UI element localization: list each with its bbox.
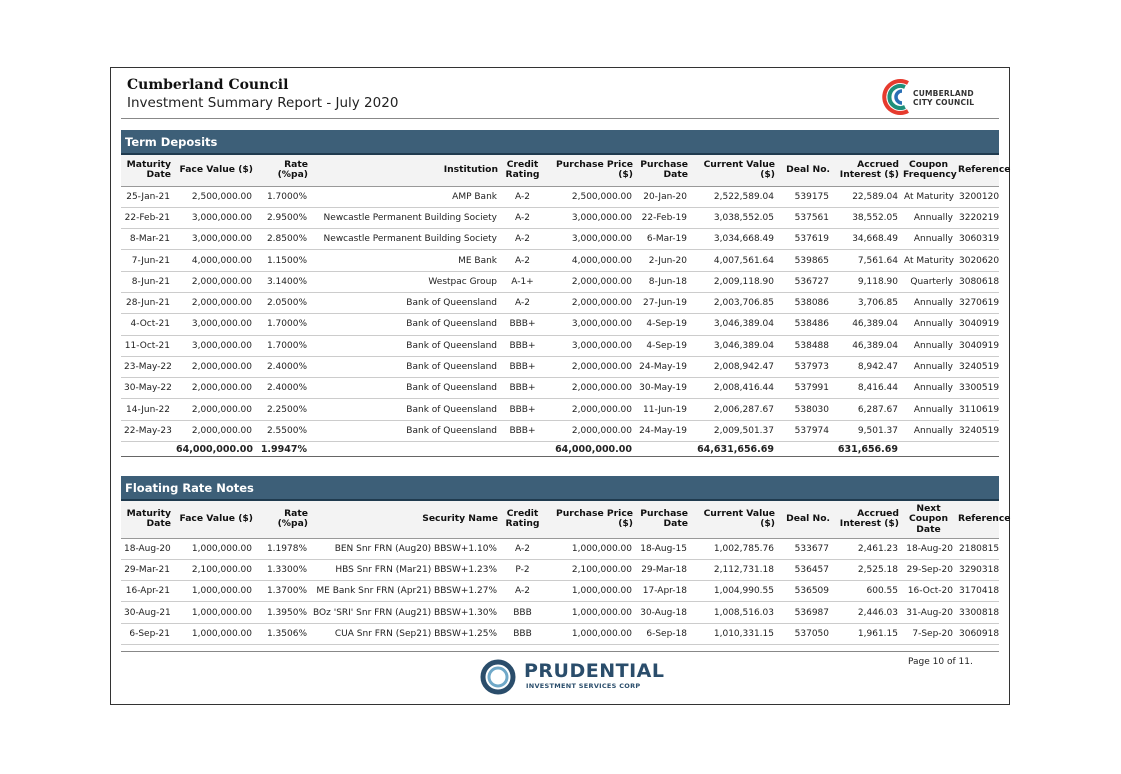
- table-cell: 3200120: [956, 186, 999, 207]
- table-cell: 6-Sep-21: [121, 623, 173, 644]
- table-cell: Annually: [901, 292, 956, 313]
- table-cell: BBB: [500, 602, 545, 623]
- table-row: [121, 250, 999, 271]
- table-cell: 30-May-22: [121, 378, 173, 399]
- column-header: Maturity Date: [121, 501, 173, 538]
- total-cell: 64,000,000.00: [545, 442, 635, 457]
- column-header: Face Value ($): [173, 501, 255, 538]
- table-row: [121, 314, 999, 335]
- total-cell: 64,000,000.00: [173, 442, 255, 457]
- table-cell: 2,009,118.90: [690, 271, 777, 292]
- table-cell: 8-Mar-21: [121, 229, 173, 250]
- table-cell: 8-Jun-18: [635, 271, 690, 292]
- table-cell: 2.2500%: [255, 399, 310, 420]
- table-cell: 4-Sep-19: [635, 314, 690, 335]
- column-header: Security Name: [310, 501, 500, 538]
- table-cell: Westpac Group: [310, 271, 500, 292]
- table-cell: A-2: [500, 229, 545, 250]
- table-cell: 2.4000%: [255, 378, 310, 399]
- table-cell: 2,500,000.00: [173, 186, 255, 207]
- table-cell: 3020620: [956, 250, 999, 271]
- table-cell: 22-Feb-21: [121, 207, 173, 228]
- table-cell: Newcastle Permanent Building Society: [310, 229, 500, 250]
- table-cell: 3270619: [956, 292, 999, 313]
- column-header: Institution: [310, 155, 500, 186]
- table-cell: A-1+: [500, 271, 545, 292]
- table-cell: 3040919: [956, 314, 999, 335]
- table-cell: 538488: [777, 335, 832, 356]
- table-cell: 2,000,000.00: [173, 399, 255, 420]
- table-cell: 4,000,000.00: [545, 250, 635, 271]
- table-row: [121, 623, 999, 644]
- total-cell: [777, 442, 832, 457]
- total-cell: [310, 442, 500, 457]
- report-title: Investment Summary Report - July 2020: [127, 95, 399, 111]
- table-cell: 14-Jun-22: [121, 399, 173, 420]
- table-cell: 3110619: [956, 399, 999, 420]
- column-header: Deal No.: [777, 501, 832, 538]
- table-cell: Bank of Queensland: [310, 292, 500, 313]
- table-cell: 1,961.15: [832, 623, 901, 644]
- table-cell: 1.1500%: [255, 250, 310, 271]
- table-cell: 3,000,000.00: [173, 207, 255, 228]
- table-cell: 3,000,000.00: [545, 314, 635, 335]
- table-cell: 16-Oct-20: [901, 581, 956, 602]
- table-row: [121, 602, 999, 623]
- table-cell: 1,000,000.00: [173, 538, 255, 559]
- table-cell: 11-Jun-19: [635, 399, 690, 420]
- table-cell: Annually: [901, 229, 956, 250]
- table-cell: 8-Jun-21: [121, 271, 173, 292]
- table-cell: 2,525.18: [832, 559, 901, 580]
- frn-section: [121, 476, 1011, 645]
- table-cell: A-2: [500, 538, 545, 559]
- table-cell: 3,000,000.00: [173, 314, 255, 335]
- table-cell: 3,000,000.00: [545, 335, 635, 356]
- table-cell: 536509: [777, 581, 832, 602]
- table-cell: 2,100,000.00: [173, 559, 255, 580]
- brand-subtitle: INVESTMENT SERVICES CORP: [526, 682, 641, 690]
- column-header: Rate (%pa): [255, 155, 310, 186]
- table-cell: 2,000,000.00: [173, 292, 255, 313]
- table-cell: 2,006,287.67: [690, 399, 777, 420]
- table-cell: 3,000,000.00: [545, 229, 635, 250]
- table-cell: 536987: [777, 602, 832, 623]
- table-cell: 27-Jun-19: [635, 292, 690, 313]
- column-header: Face Value ($): [173, 155, 255, 186]
- table-cell: 22-May-23: [121, 420, 173, 441]
- table-cell: 2,000,000.00: [545, 271, 635, 292]
- table-cell: 538486: [777, 314, 832, 335]
- table-cell: 2,000,000.00: [173, 356, 255, 377]
- table-cell: 538086: [777, 292, 832, 313]
- table-cell: Annually: [901, 420, 956, 441]
- table-cell: 2,500,000.00: [545, 186, 635, 207]
- table-cell: At Maturity: [901, 250, 956, 271]
- table-cell: 3060319: [956, 229, 999, 250]
- table-cell: BBB+: [500, 314, 545, 335]
- table-cell: 3,046,389.04: [690, 314, 777, 335]
- prudential-ring-icon: [478, 659, 518, 695]
- table-cell: 1,010,331.15: [690, 623, 777, 644]
- logo-line-1: CUMBERLAND: [913, 89, 974, 98]
- header-divider: [121, 118, 999, 119]
- table-cell: 1,004,990.55: [690, 581, 777, 602]
- table-cell: BEN Snr FRN (Aug20) BBSW+1.10%: [310, 538, 500, 559]
- column-header: Purchase Price ($): [545, 155, 635, 186]
- table-cell: 1.3300%: [255, 559, 310, 580]
- table-row: [121, 581, 999, 602]
- table-cell: 2,461.23: [832, 538, 901, 559]
- table-cell: 2,000,000.00: [173, 420, 255, 441]
- table-cell: 34,668.49: [832, 229, 901, 250]
- table-cell: HBS Snr FRN (Mar21) BBSW+1.23%: [310, 559, 500, 580]
- table-cell: A-2: [500, 292, 545, 313]
- table-cell: 30-May-19: [635, 378, 690, 399]
- table-cell: 8,942.47: [832, 356, 901, 377]
- table-cell: 539865: [777, 250, 832, 271]
- column-header: Current Value ($): [690, 155, 777, 186]
- table-cell: 2,000,000.00: [545, 378, 635, 399]
- table-cell: 600.55: [832, 581, 901, 602]
- totals-row: [121, 442, 999, 457]
- column-header: Maturity Date: [121, 155, 173, 186]
- table-cell: 7-Sep-20: [901, 623, 956, 644]
- table-header: [121, 501, 999, 538]
- table-cell: BBB+: [500, 378, 545, 399]
- table-cell: 2,000,000.00: [545, 420, 635, 441]
- logo-line-2: CITY COUNCIL: [913, 97, 975, 107]
- table-row: [121, 292, 999, 313]
- table-cell: Annually: [901, 356, 956, 377]
- table-cell: 3,000,000.00: [173, 335, 255, 356]
- table-cell: Annually: [901, 314, 956, 335]
- cumberland-logo: [880, 75, 1000, 119]
- table-cell: 2,000,000.00: [173, 271, 255, 292]
- table-header: [121, 155, 999, 186]
- total-cell: 64,631,656.69: [690, 442, 777, 457]
- table-cell: 2180815: [956, 538, 999, 559]
- table-cell: 1,000,000.00: [173, 602, 255, 623]
- table-cell: 537991: [777, 378, 832, 399]
- table-cell: 3.1400%: [255, 271, 310, 292]
- table-cell: Annually: [901, 378, 956, 399]
- term-deposits-section: [121, 130, 1011, 457]
- table-cell: 3290318: [956, 559, 999, 580]
- table-cell: 2,000,000.00: [545, 399, 635, 420]
- table-cell: BBB: [500, 623, 545, 644]
- table-cell: 3170418: [956, 581, 999, 602]
- report-page: [110, 67, 1010, 705]
- table-row: [121, 229, 999, 250]
- table-cell: 537973: [777, 356, 832, 377]
- total-cell: [956, 442, 999, 457]
- total-cell: [901, 442, 956, 457]
- column-header: Reference: [956, 155, 999, 186]
- table-cell: 6-Mar-19: [635, 229, 690, 250]
- table-row: [121, 207, 999, 228]
- table-cell: 9,118.90: [832, 271, 901, 292]
- table-cell: 2,008,942.47: [690, 356, 777, 377]
- table-cell: 29-Sep-20: [901, 559, 956, 580]
- table-row: [121, 335, 999, 356]
- table-cell: 3220219: [956, 207, 999, 228]
- table-cell: Bank of Queensland: [310, 314, 500, 335]
- table-cell: 2,522,589.04: [690, 186, 777, 207]
- table-cell: 17-Apr-18: [635, 581, 690, 602]
- table-cell: 18-Aug-20: [121, 538, 173, 559]
- table-cell: 4-Sep-19: [635, 335, 690, 356]
- table-cell: 20-Jan-20: [635, 186, 690, 207]
- table-cell: 7-Jun-21: [121, 250, 173, 271]
- table-cell: A-2: [500, 581, 545, 602]
- table-cell: 533677: [777, 538, 832, 559]
- table-row: [121, 271, 999, 292]
- table-row: [121, 399, 999, 420]
- table-cell: 1,008,516.03: [690, 602, 777, 623]
- table-cell: ME Bank: [310, 250, 500, 271]
- table-cell: A-2: [500, 207, 545, 228]
- column-header: Reference: [956, 501, 999, 538]
- prudential-logo: [478, 659, 665, 695]
- table-cell: Bank of Queensland: [310, 378, 500, 399]
- table-cell: 1,000,000.00: [545, 623, 635, 644]
- table-cell: Annually: [901, 399, 956, 420]
- table-cell: BOz 'SRI' Snr FRN (Aug21) BBSW+1.30%: [310, 602, 500, 623]
- table-cell: 1,000,000.00: [173, 623, 255, 644]
- table-cell: A-2: [500, 186, 545, 207]
- table-cell: 3,000,000.00: [545, 207, 635, 228]
- table-cell: Annually: [901, 335, 956, 356]
- table-cell: 1.3506%: [255, 623, 310, 644]
- table-cell: 2,000,000.00: [173, 378, 255, 399]
- table-cell: 28-Jun-21: [121, 292, 173, 313]
- table-cell: Bank of Queensland: [310, 335, 500, 356]
- table-cell: 2.4000%: [255, 356, 310, 377]
- table-cell: AMP Bank: [310, 186, 500, 207]
- column-header: Next Coupon Date: [901, 501, 956, 538]
- section-title: Term Deposits: [121, 130, 999, 155]
- table-cell: Bank of Queensland: [310, 420, 500, 441]
- table-cell: 2,100,000.00: [545, 559, 635, 580]
- table-cell: 2.5500%: [255, 420, 310, 441]
- column-header: Accrued Interest ($): [832, 155, 901, 186]
- table-cell: 1.3700%: [255, 581, 310, 602]
- table-cell: 537974: [777, 420, 832, 441]
- column-header: Credit Rating: [500, 155, 545, 186]
- column-header: Credit Rating: [500, 501, 545, 538]
- table-cell: CUA Snr FRN (Sep21) BBSW+1.25%: [310, 623, 500, 644]
- total-cell: [635, 442, 690, 457]
- table-cell: ME Bank Snr FRN (Apr21) BBSW+1.27%: [310, 581, 500, 602]
- table-cell: 6-Sep-18: [635, 623, 690, 644]
- table-cell: 537619: [777, 229, 832, 250]
- table-cell: 46,389.04: [832, 335, 901, 356]
- table-cell: 24-May-19: [635, 420, 690, 441]
- term-deposits-table: [121, 155, 1011, 457]
- column-header: Accrued Interest ($): [832, 501, 901, 538]
- table-cell: 22,589.04: [832, 186, 901, 207]
- table-cell: 16-Apr-21: [121, 581, 173, 602]
- table-cell: 2-Jun-20: [635, 250, 690, 271]
- table-cell: 29-Mar-21: [121, 559, 173, 580]
- table-cell: 3080618: [956, 271, 999, 292]
- table-cell: 4,007,561.64: [690, 250, 777, 271]
- table-cell: 536727: [777, 271, 832, 292]
- table-cell: 30-Aug-21: [121, 602, 173, 623]
- table-cell: BBB+: [500, 335, 545, 356]
- table-cell: Quarterly: [901, 271, 956, 292]
- table-row: [121, 538, 999, 559]
- table-cell: 3300818: [956, 602, 999, 623]
- table-cell: BBB+: [500, 399, 545, 420]
- table-cell: 18-Aug-15: [635, 538, 690, 559]
- table-cell: 1,000,000.00: [545, 581, 635, 602]
- column-header: Deal No.: [777, 155, 832, 186]
- column-header: Purchase Price ($): [545, 501, 635, 538]
- table-cell: 7,561.64: [832, 250, 901, 271]
- table-cell: 22-Feb-19: [635, 207, 690, 228]
- table-cell: 25-Jan-21: [121, 186, 173, 207]
- table-cell: 1,000,000.00: [545, 602, 635, 623]
- column-header: Current Value ($): [690, 501, 777, 538]
- table-cell: 1,000,000.00: [545, 538, 635, 559]
- table-row: [121, 356, 999, 377]
- table-cell: 46,389.04: [832, 314, 901, 335]
- council-name: Cumberland Council: [127, 77, 289, 93]
- table-cell: 1.7000%: [255, 186, 310, 207]
- table-cell: 11-Oct-21: [121, 335, 173, 356]
- section-title: Floating Rate Notes: [121, 476, 999, 501]
- table-cell: 537561: [777, 207, 832, 228]
- table-cell: 2,008,416.44: [690, 378, 777, 399]
- table-cell: 3300519: [956, 378, 999, 399]
- table-cell: BBB+: [500, 356, 545, 377]
- cumberland-logo-icon: [880, 75, 914, 119]
- table-row: [121, 420, 999, 441]
- table-cell: 1,000,000.00: [173, 581, 255, 602]
- table-cell: 3040919: [956, 335, 999, 356]
- table-cell: 3,000,000.00: [173, 229, 255, 250]
- table-cell: 1.7000%: [255, 335, 310, 356]
- table-cell: 2.8500%: [255, 229, 310, 250]
- table-cell: 2.9500%: [255, 207, 310, 228]
- table-cell: 3,034,668.49: [690, 229, 777, 250]
- table-cell: 3,046,389.04: [690, 335, 777, 356]
- table-cell: 2,112,731.18: [690, 559, 777, 580]
- table-cell: 2,446.03: [832, 602, 901, 623]
- table-cell: 536457: [777, 559, 832, 580]
- table-cell: At Maturity: [901, 186, 956, 207]
- table-cell: 3,038,552.05: [690, 207, 777, 228]
- table-cell: 2,000,000.00: [545, 292, 635, 313]
- frn-table: [121, 501, 1011, 645]
- table-cell: 3060918: [956, 623, 999, 644]
- table-cell: P-2: [500, 559, 545, 580]
- table-cell: Bank of Queensland: [310, 399, 500, 420]
- total-cell: [500, 442, 545, 457]
- brand-name: PRUDENTIAL: [524, 660, 665, 682]
- footer-divider: [121, 651, 999, 652]
- table-cell: 23-May-22: [121, 356, 173, 377]
- table-cell: 24-May-19: [635, 356, 690, 377]
- table-cell: 2.0500%: [255, 292, 310, 313]
- table-cell: 6,287.67: [832, 399, 901, 420]
- table-row: [121, 378, 999, 399]
- table-cell: BBB+: [500, 420, 545, 441]
- table-cell: Annually: [901, 207, 956, 228]
- table-cell: 38,552.05: [832, 207, 901, 228]
- page-number: Page 10 of 11.: [908, 657, 973, 667]
- table-cell: 3240519: [956, 356, 999, 377]
- table-cell: 30-Aug-18: [635, 602, 690, 623]
- column-header: Purchase Date: [635, 155, 690, 186]
- table-cell: 18-Aug-20: [901, 538, 956, 559]
- table-cell: 4,000,000.00: [173, 250, 255, 271]
- table-cell: 29-Mar-18: [635, 559, 690, 580]
- table-cell: 3240519: [956, 420, 999, 441]
- table-cell: 31-Aug-20: [901, 602, 956, 623]
- column-header: Rate (%pa): [255, 501, 310, 538]
- table-cell: 2,003,706.85: [690, 292, 777, 313]
- column-header: Coupon Frequency: [901, 155, 956, 186]
- table-row: [121, 186, 999, 207]
- total-cell: 1.9947%: [255, 442, 310, 457]
- table-cell: 8,416.44: [832, 378, 901, 399]
- total-cell: [121, 442, 173, 457]
- logo-text: [913, 90, 974, 107]
- total-cell: 631,656.69: [832, 442, 901, 457]
- table-cell: 2,009,501.37: [690, 420, 777, 441]
- table-cell: 1,002,785.76: [690, 538, 777, 559]
- table-cell: Newcastle Permanent Building Society: [310, 207, 500, 228]
- column-header: Purchase Date: [635, 501, 690, 538]
- table-cell: 1.3950%: [255, 602, 310, 623]
- table-cell: 2,000,000.00: [545, 356, 635, 377]
- table-cell: 4-Oct-21: [121, 314, 173, 335]
- table-cell: 9,501.37: [832, 420, 901, 441]
- table-cell: 538030: [777, 399, 832, 420]
- table-cell: Bank of Queensland: [310, 356, 500, 377]
- table-cell: 1.7000%: [255, 314, 310, 335]
- table-cell: 539175: [777, 186, 832, 207]
- table-cell: A-2: [500, 250, 545, 271]
- table-cell: 3,706.85: [832, 292, 901, 313]
- table-cell: 537050: [777, 623, 832, 644]
- table-row: [121, 559, 999, 580]
- table-cell: 1.1978%: [255, 538, 310, 559]
